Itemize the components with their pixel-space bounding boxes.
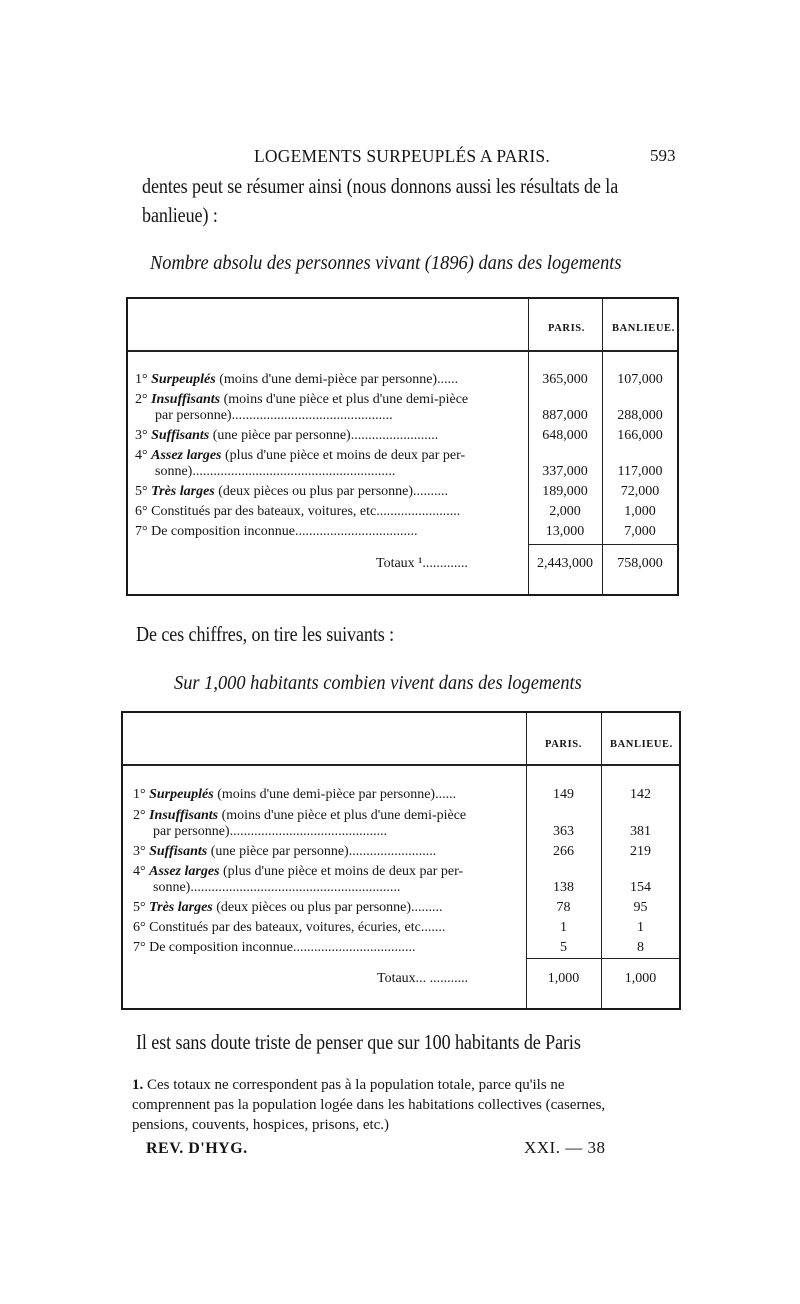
table-2-row-label xyxy=(133,808,466,824)
row-text: (une pièce par personne)......................... xyxy=(212,428,439,443)
table-1-banlieue-value: 117,000 xyxy=(617,464,663,479)
table-1-row-continuation: sonne).......................................................... xyxy=(155,464,396,479)
table-2-row-label xyxy=(133,940,415,956)
row-term: Suffisants xyxy=(151,428,210,443)
table-1-paris-value: 365,000 xyxy=(542,372,588,387)
row-number: 1° xyxy=(135,372,148,387)
row-text: De composition inconnue................................... xyxy=(151,524,418,539)
table-2-paris-value: 1 xyxy=(560,920,567,935)
table-2-caption xyxy=(174,672,582,695)
closing-line: Il est sans doute triste de penser que sur 100 habitants de Paris xyxy=(136,1030,581,1054)
row-term: Très larges xyxy=(151,484,215,499)
table-2-banlieue-value: 381 xyxy=(630,824,651,839)
row-text: (plus d'une pièce et moins de deux par per- xyxy=(225,448,466,463)
table-2-caption-before: Sur xyxy=(174,672,205,694)
middle-line: De ces chiffres, on tire les suivants : xyxy=(136,622,395,646)
table-1-header-paris: PARIS. xyxy=(548,323,585,334)
table-1-paris-value: 13,000 xyxy=(545,524,585,539)
row-term: Très larges xyxy=(149,900,213,915)
row-number: 6° xyxy=(135,504,148,519)
table-1-caption-before: Nombre absolu des personnes vivant ( xyxy=(150,252,431,274)
table-2-paris-value: 5 xyxy=(560,940,567,955)
table-2-row-label xyxy=(133,900,443,916)
table-2-total-paris: 1,000 xyxy=(547,971,580,986)
table-2 xyxy=(121,711,681,1010)
table-2-banlieue-value: 8 xyxy=(637,940,644,955)
table-2-banlieue-value: 219 xyxy=(630,844,651,859)
table-1-row-label xyxy=(135,372,458,388)
row-term: Insuffisants xyxy=(149,808,219,823)
table-2-row-label xyxy=(133,787,456,803)
intro-line-1: dentes peut se résumer ainsi (nous donnons aussi les résultats de la xyxy=(142,174,619,198)
row-number: 7° xyxy=(133,940,146,955)
table-1-row-label xyxy=(135,524,417,540)
volume-signature: XXI. — 38 xyxy=(524,1138,606,1157)
row-term: Suffisants xyxy=(149,844,208,859)
table-1-caption-year: 1896 xyxy=(430,252,468,274)
table-2-total-rule xyxy=(526,958,679,959)
table-1-total-rule xyxy=(528,544,677,545)
row-number: 1° xyxy=(133,787,146,802)
table-2-paris-value: 138 xyxy=(553,880,574,895)
row-term: Assez larges xyxy=(149,864,220,879)
footnote-text-1: Ces totaux ne correspondent pas à la population totale, parce qu'ils ne xyxy=(147,1077,565,1093)
footnote-line-3: pensions, couvents, hospices, prisons, etc.) xyxy=(132,1117,390,1133)
row-term: Insuffisants xyxy=(151,392,221,407)
table-1-paris-value: 648,000 xyxy=(542,428,588,443)
table-1-column-rule xyxy=(528,299,529,594)
intro-line-2: banlieue) : xyxy=(142,203,218,227)
table-1-total-paris: 2,443,000 xyxy=(537,556,593,571)
table-2-total-banlieue: 1,000 xyxy=(624,971,657,986)
table-1-row-label xyxy=(135,392,468,408)
row-number: 5° xyxy=(133,900,146,915)
row-text: (moins d'une demi-pièce par personne)...... xyxy=(219,372,459,387)
table-1-row-continuation: par personne).............................................. xyxy=(155,408,393,423)
table-1-paris-value: 189,000 xyxy=(542,484,588,499)
table-1-paris-value: 887,000 xyxy=(542,408,588,423)
row-number: 2° xyxy=(135,392,148,407)
row-text: De composition inconnue................................... xyxy=(149,940,416,955)
row-term: Assez larges xyxy=(151,448,222,463)
row-text: (moins d'une pièce et plus d'une demi-pièce xyxy=(221,808,467,823)
table-1-column-rule xyxy=(602,299,603,594)
table-2-paris-value: 78 xyxy=(556,900,571,915)
row-number: 7° xyxy=(135,524,148,539)
row-text: Constitués par des bateaux, voitures, etc........................ xyxy=(151,504,461,519)
table-2-column-rule xyxy=(526,713,527,1008)
table-1-row-label xyxy=(135,504,460,520)
table-1-paris-value: 337,000 xyxy=(542,464,588,479)
table-1-banlieue-value: 1,000 xyxy=(624,504,656,519)
row-number: 5° xyxy=(135,484,148,499)
table-2-paris-value: 149 xyxy=(553,787,574,802)
journal-signature: REV. D'HYG. xyxy=(146,1140,248,1157)
row-term: Surpeuplés xyxy=(151,372,216,387)
table-2-banlieue-value: 154 xyxy=(630,880,651,895)
table-2-row-label xyxy=(133,920,445,936)
table-2-banlieue-value: 142 xyxy=(630,787,651,802)
footnote-line-1 xyxy=(132,1076,565,1094)
row-text: (deux pièces ou plus par personne)......... xyxy=(216,900,443,915)
row-number: 2° xyxy=(133,808,146,823)
table-1-banlieue-value: 166,000 xyxy=(617,428,663,443)
table-2-paris-value: 363 xyxy=(553,824,574,839)
row-number: 3° xyxy=(133,844,146,859)
table-1-banlieue-value: 107,000 xyxy=(617,372,663,387)
running-title: LOGEMENTS SURPEUPLÉS A PARIS. xyxy=(254,146,550,166)
table-2-header-banlieue: BANLIEUE. xyxy=(610,739,673,750)
row-number: 4° xyxy=(133,864,146,879)
row-text: (moins d'une pièce et plus d'une demi-pièce xyxy=(223,392,469,407)
page-number: 593 xyxy=(650,146,676,165)
table-1-row-label xyxy=(135,484,448,500)
row-text: (moins d'une demi-pièce par personne)...... xyxy=(217,787,457,802)
table-1-header-rule xyxy=(128,350,677,352)
row-number: 4° xyxy=(135,448,148,463)
row-text: (une pièce par personne)......................... xyxy=(210,844,437,859)
table-2-caption-number: 1,000 xyxy=(204,672,246,694)
table-2-column-rule xyxy=(601,713,602,1008)
footnote-marker: 1. xyxy=(132,1077,144,1093)
table-1-row-label xyxy=(135,448,465,464)
row-text: Constitués par des bateaux, voitures, écuries, etc....... xyxy=(149,920,446,935)
table-1-caption-after: ) dans des logements xyxy=(467,252,622,274)
table-1-banlieue-value: 72,000 xyxy=(620,484,660,499)
table-2-row-label xyxy=(133,844,436,860)
table-1-row-label xyxy=(135,428,438,444)
table-1-paris-value: 2,000 xyxy=(549,504,581,519)
table-2-row-label xyxy=(133,864,463,880)
table-2-header-paris: PARIS. xyxy=(545,739,582,750)
table-2-row-continuation: par personne)............................................. xyxy=(153,824,388,839)
table-1 xyxy=(126,297,679,596)
table-2-paris-value: 266 xyxy=(553,844,574,859)
table-1-caption xyxy=(150,252,622,275)
table-2-total-label: Totaux... ........... xyxy=(377,971,469,986)
table-1-banlieue-value: 288,000 xyxy=(617,408,663,423)
row-text: (plus d'une pièce et moins de deux par per- xyxy=(223,864,464,879)
table-2-banlieue-value: 1 xyxy=(637,920,644,935)
row-number: 6° xyxy=(133,920,146,935)
row-number: 3° xyxy=(135,428,148,443)
table-2-banlieue-value: 95 xyxy=(633,900,648,915)
table-1-total-label: Totaux ¹............. xyxy=(376,556,468,571)
table-1-banlieue-value: 7,000 xyxy=(624,524,656,539)
table-1-total-banlieue: 758,000 xyxy=(617,556,663,571)
row-text: (deux pièces ou plus par personne).......... xyxy=(218,484,449,499)
table-1-header-banlieue: BANLIEUE. xyxy=(612,323,675,334)
footnote-line-2: comprennent pas la population logée dans les habitations collectives (casernes, xyxy=(132,1097,606,1113)
table-2-caption-after: habitants combien vivent dans des logements xyxy=(245,672,582,694)
row-term: Surpeuplés xyxy=(149,787,214,802)
table-2-row-continuation: sonne)............................................................ xyxy=(153,880,401,895)
table-2-header-rule xyxy=(123,764,679,766)
